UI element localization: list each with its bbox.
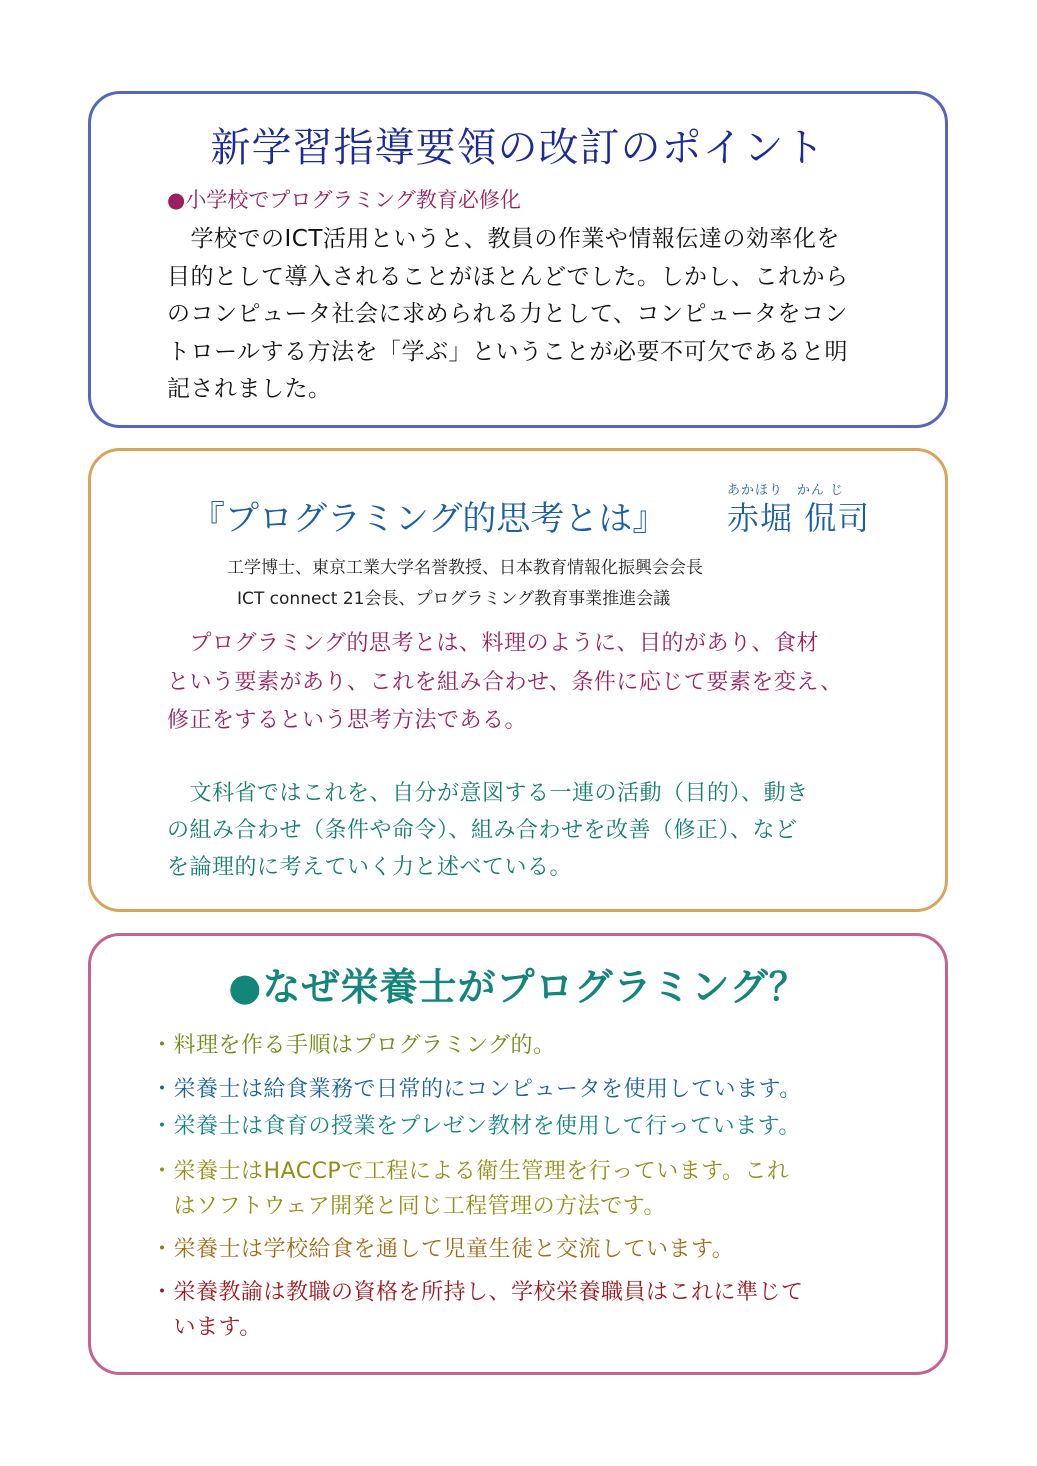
why-dietitians-panel [88, 933, 948, 1375]
panel-subheading: ●小学校でプログラミング教育必修化 [167, 188, 521, 212]
reason-item: ・栄養士はHACCPで工程による衛生管理を行っています。これ [151, 1159, 790, 1184]
body-line: 記されました。 [167, 376, 332, 402]
body-line: 目的として導入されることがほとんどでした。しかし、これから [167, 264, 849, 290]
reason-item-continued: います。 [151, 1315, 262, 1340]
curriculum-revision-panel [88, 91, 948, 428]
definition-line: という要素があり、これを組み合わせ、条件に応じて要素を変え、 [167, 670, 843, 695]
ministry-line: の組み合わせ（条件や命令）、組み合わせを改善（修正）、など [167, 818, 798, 843]
panel-title: ●なぜ栄養士がプログラミング？ [228, 965, 808, 1009]
ministry-line: 文科省ではこれを、自分が意図する一連の活動（目的）、動き [167, 781, 809, 806]
programming-thinking-panel [88, 448, 948, 912]
panel-title: 『プログラミング的思考とは』 [191, 499, 667, 539]
author-name-reading: あかほり かん じ [727, 483, 845, 498]
reason-item: ・栄養士は学校給食を通して児童生徒と交流しています。 [151, 1237, 735, 1262]
author-name: 赤堀 侃司 [727, 499, 871, 537]
definition-line: 修正をするという思考方法である。 [167, 708, 528, 733]
reason-item: ・料理を作る手順はプログラミング的。 [151, 1033, 556, 1058]
ministry-line: を論理的に考えていく力と述べている。 [167, 855, 573, 880]
body-line: 学校でのICT活用というと、教員の作業や情報伝達の効率化を [167, 226, 840, 252]
author-credential: 工学博士、東京工業大学名誉教授、日本教育情報化振興会会長 [227, 558, 703, 578]
reason-item: ・栄養士は給食業務で日常的にコンピュータを使用しています。 [151, 1077, 802, 1102]
reason-item-continued: はソフトウェア開発と同じ工程管理の方法です。 [151, 1194, 666, 1219]
reason-item: ・栄養士は食育の授業をプレゼン教材を使用して行っています。 [151, 1114, 801, 1139]
reason-item: ・栄養教諭は教職の資格を所持し、学校栄養職員はこれに準じて [151, 1280, 804, 1305]
definition-line: プログラミング的思考とは、料理のように、目的があり、食材 [167, 631, 820, 656]
panel-title: 新学習指導要領の改訂のポイント [210, 125, 826, 171]
body-line: トロールする方法を「学ぶ」ということが必要不可欠であると明 [167, 339, 849, 365]
author-credential: ICT connect 21会長、プログラミング教育事業推進会議 [237, 589, 671, 609]
body-line: のコンピュータ社会に求められる力として、コンピュータをコン [167, 301, 849, 327]
